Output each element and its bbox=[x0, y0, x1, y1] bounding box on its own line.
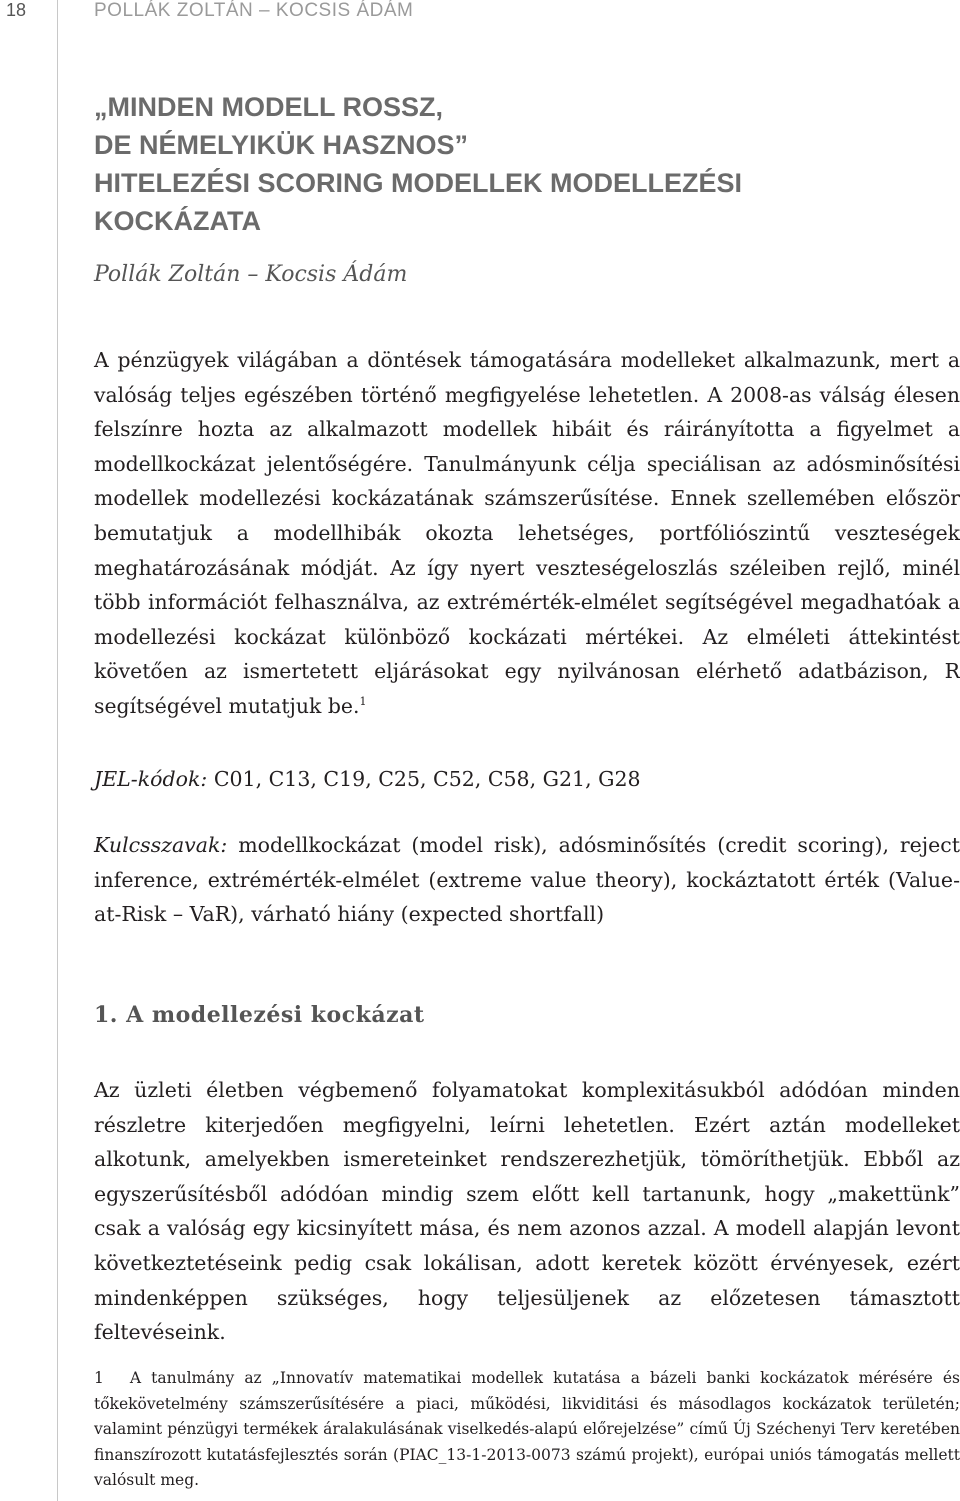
jel-values: C01, C13, C19, C25, C52, C58, G21, G28 bbox=[213, 767, 641, 791]
page-number: 18 bbox=[6, 0, 27, 20]
title-line: KOCKÁZATA bbox=[94, 206, 261, 236]
abstract-text: A pénzügyek világában a döntések támogatására modelleket alkalmazunk, mert a valóság teljes egészében történő megfigyelése lehetetlen. A 2008-as válság élesen felszínre hozta az alkalmazott modellek hibáit és ráirányította a figyelmet a modellkockázat jelentőségére. Tanulmányunk célja speciálisan az adósminősítési modellek modellezési kockázatának számszerűsítése. Ennek szellemében először bemutatjuk a modellhibák okozta lehetséges, portfóliószintű veszteségek meghatározásának módját. Az így nyert veszteségeloszlás széleiben rejlő, minél több információt felhasználva, az extrémérték-elmélet segítségével megadhatóak a modellezési kockázat különböző kockázati mértékei. Az elméleti áttekintést követően az ismertetett eljárásokat egy nyilvánosan elérhető adatbázison, R segítségével mutatjuk be. bbox=[94, 348, 960, 718]
keywords-values: modellkockázat (model risk), adósminősítés (credit scoring), reject inference, extrémérték-elmélet (extreme value theory), kockáztatott érték (Value-at-Risk – VaR), várható hiány (expected shortfall) bbox=[94, 833, 960, 927]
article-authors: Pollák Zoltán – Kocsis Ádám bbox=[94, 262, 408, 287]
jel-label: JEL-kódok: bbox=[94, 767, 208, 791]
abstract bbox=[94, 343, 960, 724]
running-head: POLLÁK ZOLTÁN – KOCSIS ÁDÁM bbox=[94, 0, 414, 21]
page-margin-rule bbox=[0, 0, 58, 1501]
title-line: DE NÉMELYIKÜK HASZNOS” bbox=[94, 130, 469, 160]
keywords bbox=[94, 828, 960, 932]
article-title bbox=[94, 88, 960, 240]
title-line: HITELEZÉSI SCORING MODELLEK MODELLEZÉSI bbox=[94, 168, 743, 198]
keywords-label: Kulcsszavak: bbox=[94, 833, 228, 857]
footnote-reference[interactable]: 1 bbox=[359, 695, 367, 709]
jel-codes bbox=[94, 762, 960, 797]
section-heading: 1. A modellezési kockázat bbox=[94, 1002, 425, 1028]
title-line: „MINDEN MODELL ROSSZ, bbox=[94, 92, 444, 122]
footnote-mark: 1 bbox=[94, 1369, 104, 1387]
footnote-text: A tanulmány az „Innovatív matematikai modellek kutatása a bázeli banki kockázatok mérésére és tőkekövetelmény számszerűsítésére a piaci, működési, likviditási és másodlagos kockázatok területén; valamint pénzügyi termékek áralakulásának viselkedés-alapú előrejelzése” című Új Széchenyi Terv keretében finanszírozott kutatásfejlesztés során (PIAC_13-1-2013-0073 számú projekt), európai uniós támogatás mellett valósult meg. bbox=[94, 1369, 960, 1489]
section-body: Az üzleti életben végbemenő folyamatokat komplexitásukból adódóan minden részletre kiterjedően megfigyelni, leírni lehetetlen. Ezért aztán modelleket alkotunk, amelyekben ismereteinket rendszerezhetjük, tömöríthetjük. Ebből az egyszerűsítésből adódóan mindig szem előtt kell tartanunk, hogy „makettünk” csak a valóság egy kicsinyített mása, és nem azonos azzal. A modell alapján levont következtetéseink pedig csak lokálisan, adott keretek között érvényesek, ezért mindenképpen szükséges, hogy teljesüljenek az előzetesen támasztott feltevéseink. bbox=[94, 1078, 960, 1345]
footnote bbox=[94, 1366, 960, 1494]
